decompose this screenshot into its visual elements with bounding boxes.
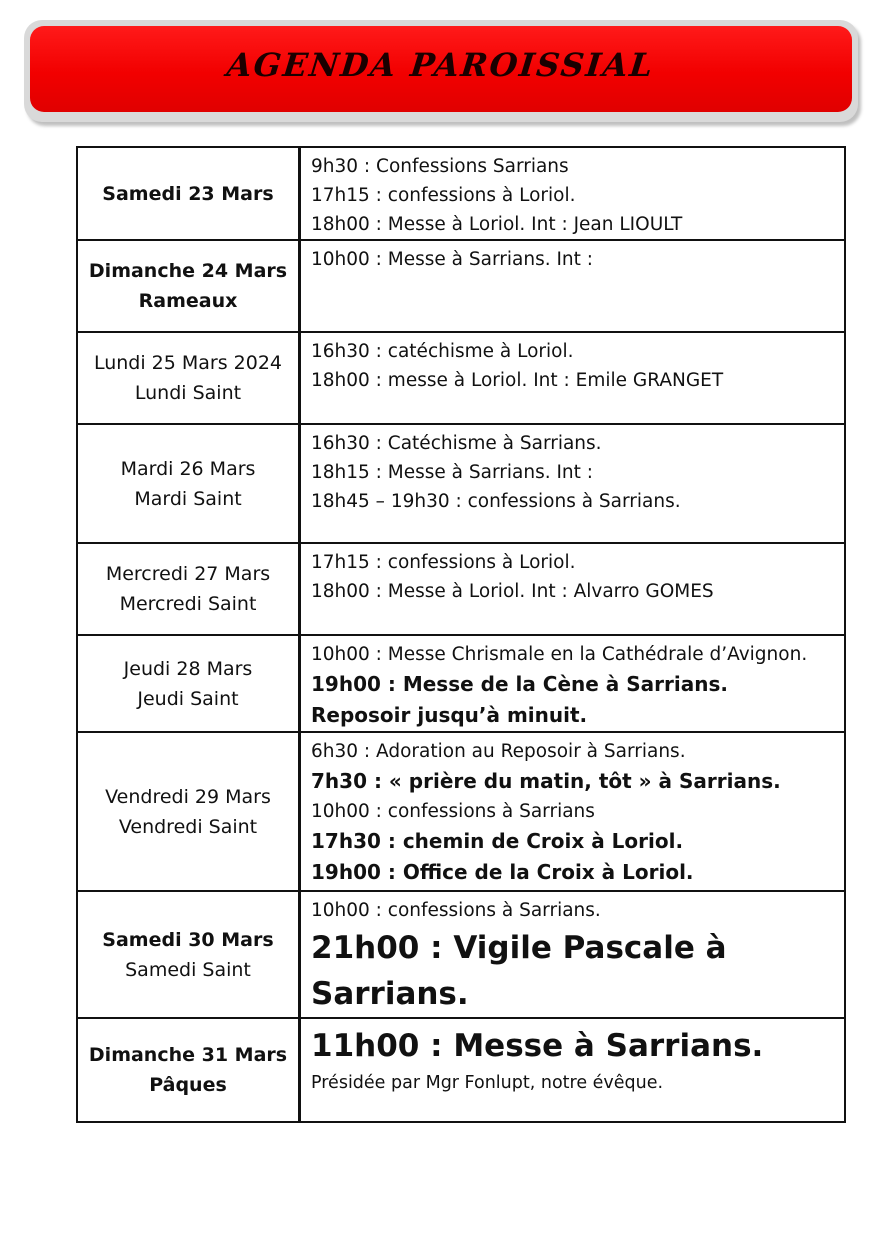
events-cell <box>300 635 846 732</box>
event-line: 18h45 – 19h30 : confessions à Sarrians. <box>311 491 681 512</box>
day-cell <box>77 635 300 732</box>
day-cell <box>77 240 300 332</box>
event-line: 10h00 : confessions à Sarrians. <box>311 900 601 921</box>
event-line: 18h15 : Messe à Sarrians. Int : <box>311 462 594 483</box>
day-label: Mercredi 27 Mars <box>105 563 271 585</box>
agenda-row <box>77 332 845 424</box>
events-cell <box>300 543 846 635</box>
agenda-row <box>77 240 845 332</box>
day-label: Mardi 26 Mars <box>120 457 256 480</box>
events-cell <box>300 147 846 240</box>
agenda-row <box>77 543 845 635</box>
day-label: Vendredi Saint <box>118 815 258 838</box>
event-line: 21h00 : Vigile Pascale à Sarrians. <box>311 930 727 1012</box>
event-line: 10h00 : Messe Chrismale en la Cathédrale d’Avignon. <box>311 644 808 665</box>
event-line: 18h00 : Messe à Loriol. Int : Alvarro GOMES <box>311 581 714 602</box>
event-line: 17h15 : confessions à Loriol. <box>311 552 576 573</box>
day-label: Dimanche 24 Mars <box>88 260 288 282</box>
day-label: Mercredi Saint <box>119 593 257 615</box>
event-line: 16h30 : catéchisme à Loriol. <box>311 341 574 362</box>
event-line: 16h30 : Catéchisme à Sarrians. <box>311 433 602 454</box>
agenda-body <box>77 147 845 1122</box>
day-label: Jeudi Saint <box>137 687 239 710</box>
event-line: 19h00 : Messe de la Cène à Sarrians. <box>311 672 728 696</box>
events-cell <box>300 1018 846 1122</box>
day-cell <box>77 1018 300 1122</box>
event-line: Présidée par Mgr Fonlupt, notre évêque. <box>311 1073 664 1093</box>
day-label: Mardi Saint <box>134 487 242 510</box>
day-cell <box>77 891 300 1018</box>
day-label: Samedi 23 Mars <box>102 182 274 205</box>
day-cell <box>77 424 300 543</box>
agenda-row <box>77 891 845 1018</box>
page-title: AGENDA PAROISSIAL <box>225 46 657 84</box>
event-line: Reposoir jusqu’à minuit. <box>311 703 588 727</box>
events-cell <box>300 240 846 332</box>
day-cell <box>77 732 300 891</box>
agenda-row <box>77 1018 845 1122</box>
agenda-row <box>77 635 845 732</box>
event-line: 7h30 : « prière du matin, tôt » à Sarrians. <box>311 769 781 793</box>
event-line: 18h00 : messe à Loriol. Int : Emile GRANGET <box>311 370 724 391</box>
day-label: Dimanche 31 Mars <box>88 1044 288 1066</box>
agenda-row <box>77 732 845 891</box>
day-cell <box>77 147 300 240</box>
day-label: Rameaux <box>138 290 238 312</box>
agenda-row <box>77 424 845 543</box>
event-line: 18h00 : Messe à Loriol. Int : Jean LIOULT <box>311 214 683 235</box>
title-banner <box>30 26 852 112</box>
day-cell <box>77 543 300 635</box>
events-cell <box>300 332 846 424</box>
events-cell <box>300 891 846 1018</box>
day-cell <box>77 332 300 424</box>
event-line: 10h00 : Messe à Sarrians. Int : <box>311 249 594 270</box>
event-line: 6h30 : Adoration au Reposoir à Sarrians. <box>311 741 686 762</box>
day-label: Lundi 25 Mars 2024 <box>93 352 283 374</box>
agenda-row <box>77 147 845 240</box>
event-line: 9h30 : Confessions Sarrians <box>311 156 569 177</box>
day-label: Samedi 30 Mars <box>102 928 274 951</box>
title-banner-frame <box>24 20 858 122</box>
day-label: Jeudi 28 Mars <box>123 657 253 680</box>
day-label: Lundi Saint <box>134 382 242 404</box>
event-line: 11h00 : Messe à Sarrians. <box>311 1028 764 1064</box>
event-line: 10h00 : confessions à Sarrians <box>311 801 595 822</box>
event-line: 17h15 : confessions à Loriol. <box>311 185 576 206</box>
day-label: Pâques <box>149 1074 227 1096</box>
events-cell <box>300 424 846 543</box>
events-cell <box>300 732 846 891</box>
day-label: Samedi Saint <box>125 958 251 981</box>
event-line: 17h30 : chemin de Croix à Loriol. <box>311 829 684 853</box>
agenda-table <box>76 146 846 1123</box>
event-line: 19h00 : Office de la Croix à Loriol. <box>311 860 694 884</box>
day-label: Vendredi 29 Mars <box>105 785 271 808</box>
